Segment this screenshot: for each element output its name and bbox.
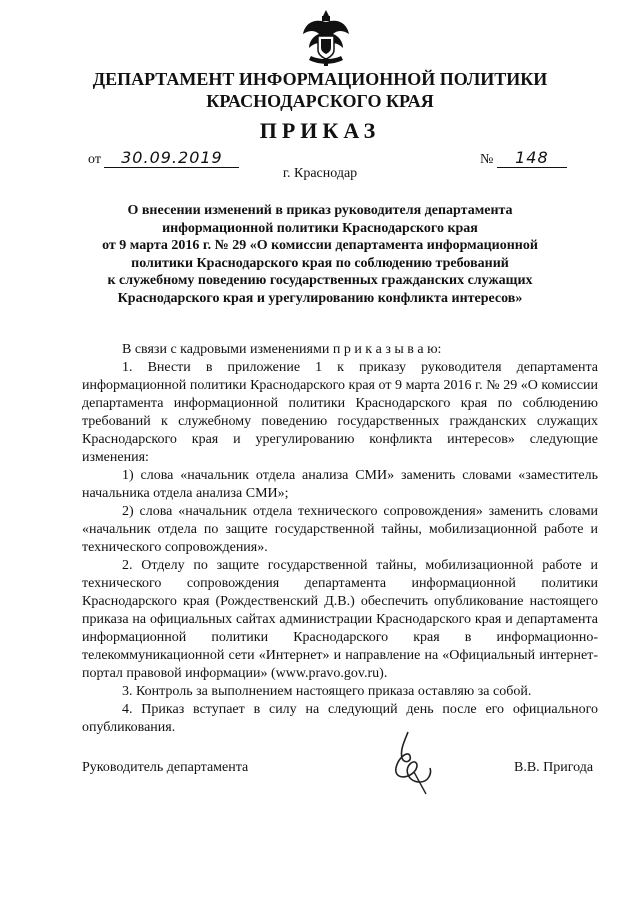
body-paragraph: 1. Внести в приложение 1 к приказу руководителя департамента информационной политики Краснодарского края от 9 марта 2016 г. № 29 «О комиссии департамента информационной политики Краснодарского края по соблюдению требований к служебному поведению государственных гражданских служащих Краснодарского края и урегулированию конфликта интересов» следующие изменения: xyxy=(82,360,598,465)
handwritten-signature-icon xyxy=(386,728,438,798)
subject-line: О внесении изменений в приказ руководителя департамента xyxy=(127,203,513,218)
subject-line: политики Краснодарского края по соблюдению требований xyxy=(131,255,509,271)
subject-line: к служебному поведению государственных гражданских служащих xyxy=(107,273,533,288)
coat-of-arms-icon xyxy=(301,8,351,66)
body-paragraph: 2. Отделу по защите государственной тайны, мобилизационной работе и технического сопровождения департамента информационной политики Краснодарского края (Рождественский Д.В.) обеспечить опубликование настоящего приказа на официальных сайтах администрации Краснодарского края и департамента информационной политики Краснодарского края в информационно-телекоммуникационной сети «Интернет» и направление на «Официальный интернет-портал правовой информации» (www.pravo.gov.ru). xyxy=(82,558,598,681)
body-paragraph: 4. Приказ вступает в силу на следующий день после его официального опубликования. xyxy=(82,702,598,735)
issue-city: г. Краснодар xyxy=(282,166,358,181)
signer-position: Руководитель департамента xyxy=(82,760,249,775)
body-paragraph: 2) слова «начальник отдела технического сопровождения» заменить словами «начальник отдела по защите государственной тайны, мобилизационной работе и технического сопровождения». xyxy=(82,504,598,555)
subject-line: Краснодарского края и урегулированию конфликта интересов» xyxy=(117,290,523,306)
date-value: 30.09.2019 xyxy=(104,148,239,168)
date-prefix: от xyxy=(88,152,101,167)
body-paragraph: 1) слова «начальник отдела анализа СМИ» заменить словами «заместитель начальника отдела анализа СМИ»; xyxy=(82,468,598,501)
document-type-title: ПРИКАЗ xyxy=(259,118,381,143)
subject-line: информационной политики Краснодарского края xyxy=(162,220,478,236)
signer-name: В.В. Пригода xyxy=(514,760,594,775)
number-prefix: № xyxy=(480,152,494,167)
department-name-line1: ДЕПАРТАМЕНТ ИНФОРМАЦИОННОЙ ПОЛИТИКИ xyxy=(92,69,548,89)
order-number xyxy=(480,148,567,168)
department-name-line2: КРАСНОДАРСКОГО КРАЯ xyxy=(206,91,434,111)
order-subject xyxy=(90,202,550,307)
body-paragraph: 3. Контроль за выполнением настоящего приказа оставляю за собой. xyxy=(122,684,532,699)
subject-line: от 9 марта 2016 г. № 29 «О комиссии департамента информационной xyxy=(102,238,538,253)
body-paragraph: В связи с кадровыми изменениями п р и к а з ы в а ю: xyxy=(122,342,442,357)
order-body xyxy=(82,341,598,737)
number-value: 148 xyxy=(497,148,567,168)
order-date xyxy=(88,148,239,168)
